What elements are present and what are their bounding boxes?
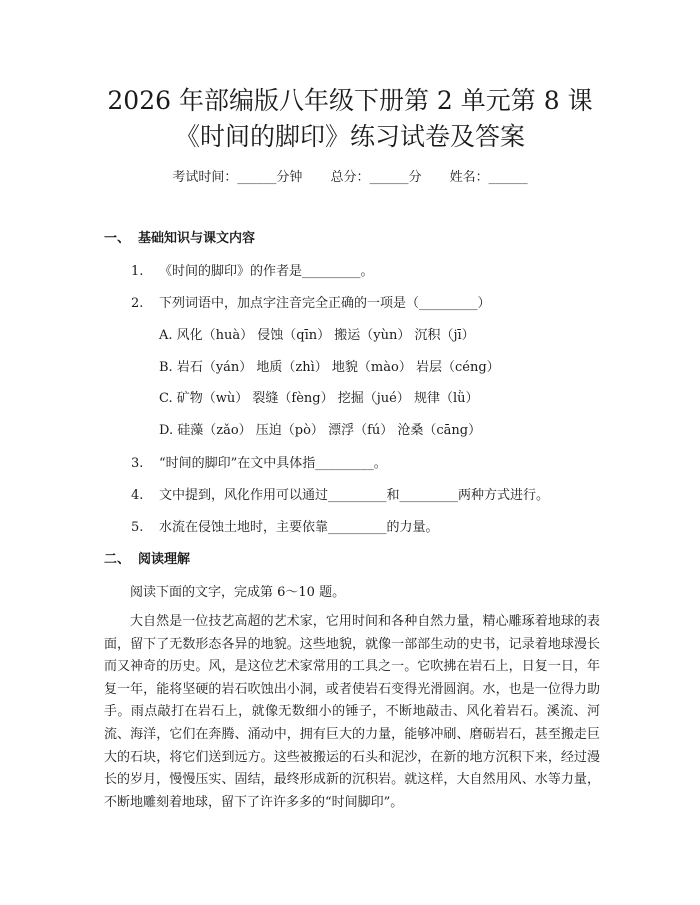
- question-3: [131, 454, 387, 474]
- section-2-heading: [104, 550, 190, 570]
- total-score-field: 总分：______分: [330, 170, 422, 185]
- question-number: 2.: [131, 296, 144, 311]
- exam-title-line1: 2026 年部编版八年级下册第 2 单元第 8 课: [107, 86, 593, 115]
- question-4: [131, 486, 549, 506]
- question-text: 《时间的脚印》的作者是_________。: [159, 264, 374, 279]
- section-1-title: 基础知识与课文内容: [138, 231, 256, 246]
- question-5: [131, 518, 439, 538]
- option-d: D. 硅藻（zǎo） 压迫（pò） 漂浮（fú） 沧桑（cāng）: [159, 423, 482, 438]
- section-1-heading: [104, 229, 255, 249]
- section-2-title: 阅读理解: [138, 552, 191, 567]
- section-1-number: 一、: [104, 231, 131, 246]
- reading-passage: 大自然是一位技艺高超的艺术家，它用时间和各种自然力量，精心雕琢着地球的表面，留下了无数形态各异的地貌。这些地貌，就像一部部生动的史书，记录着地球漫长而又神奇的历史。风，是这位艺术家常用的工具之一。它吹拂在岩石上，日复一日，年复一年，能将坚硬的岩石吹蚀出小洞，或者使岩石变得光滑圆润。水，也是一位得力助手。雨点敲打在岩石上，就像无数细小的锤子，不断地敲击、风化着岩石。溪流、河流、海洋，它们在奔腾、涌动中，拥有巨大的力量，能够冲刷、磨砺岩石，甚至搬走巨大的石块，将它们送到远方。这些被搬运的石头和泥沙，在新的地方沉积下来，经过漫长的岁月，慢慢压实、固结，最终形成新的沉积岩。就这样，大自然用风、水等力量，不断地雕刻着地球，留下了许许多多的“时间脚印”。: [104, 614, 600, 810]
- question-number: 3.: [131, 456, 144, 471]
- question-text: 水流在侵蚀土地时，主要依靠_________的力量。: [159, 520, 439, 535]
- question-1: [131, 262, 374, 282]
- question-text: 下列词语中，加点字注音完全正确的一项是（_________）: [159, 296, 491, 311]
- question-number: 4.: [131, 488, 144, 503]
- reading-instructions: 阅读下面的文字，完成第 6～10 题。: [130, 585, 346, 600]
- question-number: 5.: [131, 520, 144, 535]
- section-2-number: 二、: [104, 552, 131, 567]
- question-text: 文中提到，风化作用可以通过_________和_________两种方式进行。: [159, 488, 550, 503]
- student-name-field: 姓名：______: [449, 170, 528, 185]
- question-number: 1.: [131, 264, 144, 279]
- option-b: B. 岩石（yán） 地质（zhì） 地貌（mào） 岩层（céng）: [159, 360, 500, 375]
- exam-time-field: 考试时间：______分钟: [172, 170, 303, 185]
- option-a: A. 风化（huà） 侵蚀（qīn） 搬运（yùn） 沉积（jī）: [159, 328, 475, 343]
- exam-title-line2: 《时间的脚印》练习试卷及答案: [174, 122, 525, 151]
- question-2: [131, 294, 491, 314]
- exam-meta: [0, 168, 700, 188]
- question-text: “时间的脚印”在文中具体指_________。: [159, 456, 387, 471]
- option-c: C. 矿物（wù） 裂缝（fèng） 挖掘（jué） 规律（lǜ）: [159, 391, 479, 406]
